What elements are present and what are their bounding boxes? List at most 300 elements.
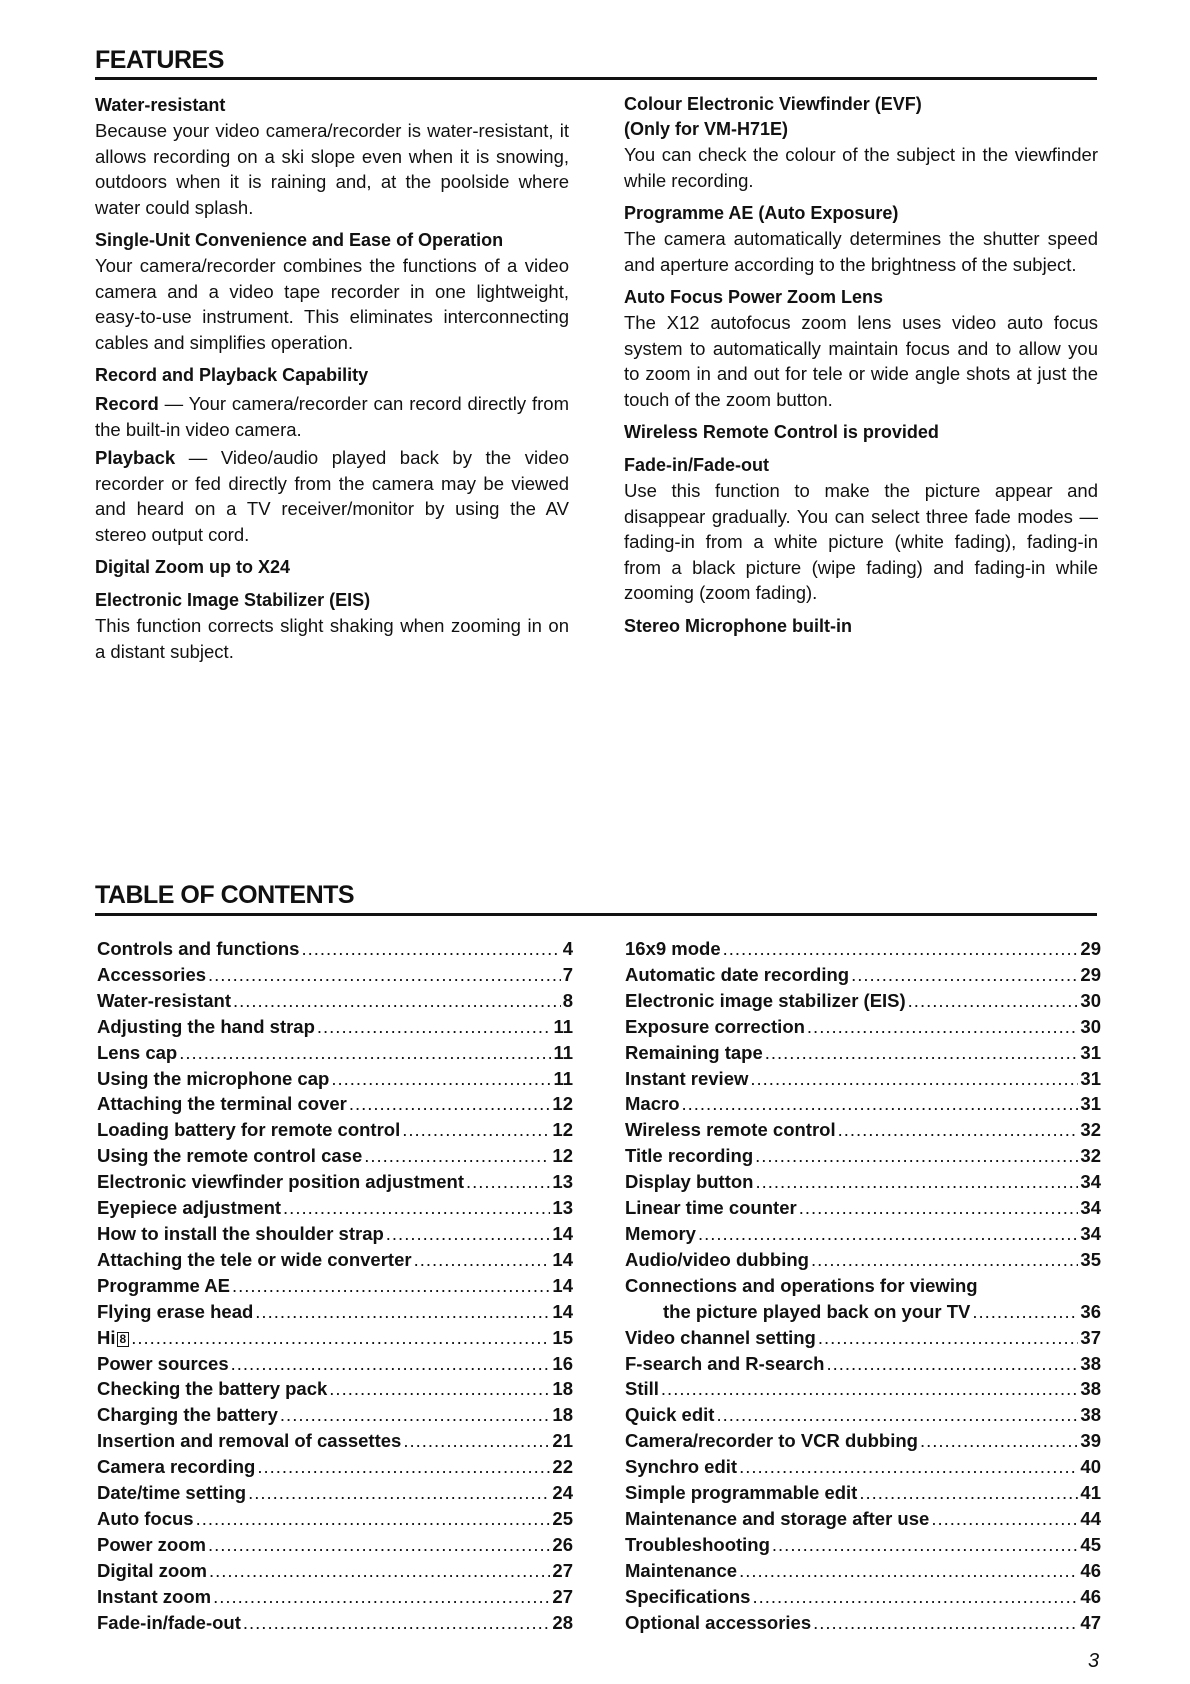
toc-entry-page: 45 xyxy=(1080,1533,1101,1555)
feature-paragraph xyxy=(624,142,1098,193)
dot-leader xyxy=(750,1066,1078,1092)
toc-entry[interactable] xyxy=(97,1040,573,1066)
toc-entry-label xyxy=(625,1247,809,1273)
toc-entry-text: Eyepiece adjustment xyxy=(97,1197,282,1219)
toc-entry-label xyxy=(97,936,299,962)
toc-entry[interactable] xyxy=(97,1247,573,1273)
toc-entry-label xyxy=(625,1532,770,1558)
toc-entry-text: Exposure correction xyxy=(625,1015,805,1037)
toc-entry-label xyxy=(97,1169,464,1195)
toc-entry-label xyxy=(97,1195,281,1221)
toc-entry-label xyxy=(625,1195,797,1221)
toc-entry-label xyxy=(97,962,206,988)
toc-entry-page: 12 xyxy=(552,1145,573,1167)
toc-entry-label xyxy=(625,1480,857,1506)
toc-entry-page: 40 xyxy=(1080,1456,1101,1478)
toc-entry-page: 14 xyxy=(552,1248,573,1270)
page-number: 3 xyxy=(1088,1650,1100,1672)
toc-entry[interactable] xyxy=(97,1221,573,1247)
toc-entry-page: 7 xyxy=(562,963,573,985)
dot-leader xyxy=(248,1480,550,1506)
hi8-logo-box: 8 xyxy=(117,1332,130,1347)
feature-paragraph xyxy=(95,613,569,664)
toc-entry-text: Water-resistant xyxy=(97,989,231,1011)
feature-text: You can check the colour of the subject in the viewfinder while recording. xyxy=(624,144,1098,191)
toc-entry-text: Instant review xyxy=(625,1067,749,1089)
toc-entry-page: 24 xyxy=(552,1482,573,1504)
toc-entry-label xyxy=(625,1117,836,1143)
feature-text: This function corrects slight shaking when zooming in on a distant subject. xyxy=(95,615,569,662)
dot-leader xyxy=(807,1014,1079,1040)
toc-entry-label xyxy=(97,1428,401,1454)
toc-title: TABLE OF CONTENTS xyxy=(95,881,355,909)
dot-leader xyxy=(233,988,561,1014)
toc-entry-page: 13 xyxy=(552,1171,573,1193)
toc-entry-page: 36 xyxy=(1080,1300,1101,1322)
toc-entry-text: Insertion and removal of cassettes xyxy=(97,1430,402,1452)
dot-leader xyxy=(402,1117,550,1143)
toc-entry[interactable] xyxy=(625,962,1101,988)
dot-leader xyxy=(716,1402,1078,1428)
toc-entry[interactable] xyxy=(625,1376,1101,1402)
toc-entry-text: Remaining tape xyxy=(625,1041,763,1063)
toc-entry-page: 11 xyxy=(553,1015,573,1037)
toc-entry-text: Attaching the terminal cover xyxy=(97,1093,347,1115)
toc-entry[interactable] xyxy=(625,1454,1101,1480)
toc-entry[interactable] xyxy=(625,1143,1101,1169)
features-title: FEATURES xyxy=(95,46,224,74)
toc-entry[interactable] xyxy=(97,1169,573,1195)
feature-text: Because your video camera/recorder is water-resistant, it allows recording on a ski slope even when it is snowing, outdoors when it is raining and, at the poolside where water could splash. xyxy=(95,120,569,218)
toc-entry-page: 14 xyxy=(552,1274,573,1296)
toc-entry-text: Troubleshooting xyxy=(625,1533,770,1555)
toc-entry-label xyxy=(625,1454,737,1480)
feature-text: Use this function to make the picture appear and disappear gradually. You can select three fade modes — fading-in from a white picture (white fading), fading-in from a black picture (wipe fading) and fading-in while zooming (zoom fading). xyxy=(624,480,1098,603)
toc-entry-page: 44 xyxy=(1080,1507,1101,1529)
toc-entry-page: 11 xyxy=(553,1067,573,1089)
dot-leader xyxy=(280,1402,551,1428)
toc-entry-page: 34 xyxy=(1080,1171,1101,1193)
feature-paragraph xyxy=(624,226,1098,277)
toc-entry-page: 13 xyxy=(552,1197,573,1219)
toc-entry-page: 35 xyxy=(1080,1248,1101,1270)
feature-heading: Auto Focus Power Zoom Lens xyxy=(624,287,884,307)
toc-entry[interactable] xyxy=(97,962,573,988)
dot-leader xyxy=(349,1091,551,1117)
toc-entry-label xyxy=(97,1454,255,1480)
toc-entry-page: 29 xyxy=(1080,963,1101,985)
toc-entry-page: 29 xyxy=(1080,938,1101,959)
toc-entry-text: Electronic image stabilizer (EIS) xyxy=(625,989,906,1011)
toc-entry-label xyxy=(97,1247,412,1273)
toc-entry[interactable] xyxy=(625,1610,1101,1636)
toc-entry-text: Charging the battery xyxy=(97,1404,278,1426)
dot-leader xyxy=(818,1325,1079,1351)
dot-leader xyxy=(414,1247,551,1273)
feature-heading: Stereo Microphone built-in xyxy=(624,615,852,636)
toc-entry-text: Automatic date recording xyxy=(625,963,850,985)
dot-leader xyxy=(196,1506,551,1532)
dot-leader xyxy=(908,988,1079,1014)
toc-entry-text: Maintenance xyxy=(625,1559,738,1581)
feature-text: Your camera/recorder combines the functions of a video camera and a video tape recorder in one lightweight, easy-to-use instrument. This eliminates interconnecting cables and simplifies operation. xyxy=(95,255,569,353)
toc-entry[interactable] xyxy=(97,1014,573,1040)
feature-heading: Record and Playback Capability xyxy=(95,365,369,385)
toc-entry-page: 27 xyxy=(552,1559,573,1581)
toc-entry-label xyxy=(625,1014,805,1040)
toc-entry-page: 26 xyxy=(552,1533,573,1555)
dot-leader xyxy=(755,1143,1078,1169)
dot-leader xyxy=(765,1040,1079,1066)
toc-entry-text: Electronic viewfinder position adjustment xyxy=(97,1171,464,1193)
toc-entry[interactable] xyxy=(625,1299,1101,1325)
toc-right-column xyxy=(625,936,1101,1635)
toc-entry-page: 37 xyxy=(1080,1326,1101,1348)
toc-entry-page: 15 xyxy=(552,1326,573,1348)
toc-entry-page: 38 xyxy=(1080,1378,1101,1400)
feature-heading: Electronic Image Stabilizer (EIS) xyxy=(95,590,371,610)
toc-entry-label xyxy=(97,1117,400,1143)
toc-entry-page: 12 xyxy=(552,1093,573,1115)
dot-leader xyxy=(213,1584,550,1610)
toc-entry-text: Hi xyxy=(97,1326,116,1348)
toc-entry-label xyxy=(97,1558,207,1584)
dot-leader xyxy=(859,1480,1078,1506)
toc-entry-text: Controls and functions xyxy=(97,938,300,959)
dot-leader xyxy=(661,1376,1079,1402)
toc-entry-label xyxy=(97,1014,315,1040)
toc-entry[interactable] xyxy=(625,1040,1101,1066)
toc-entry-page: 34 xyxy=(1080,1222,1101,1244)
toc-entry-label xyxy=(97,1351,229,1377)
toc-entry-text: Linear time counter xyxy=(625,1197,797,1219)
dot-leader xyxy=(386,1221,551,1247)
features-right-column xyxy=(624,92,1098,639)
dot-leader xyxy=(755,1169,1078,1195)
toc-entry-page: 18 xyxy=(552,1378,573,1400)
feature-text: — Video/audio played back by the video recorder or fed directly from the camera may be viewed and heard on a TV receiver/monitor by using the AV stereo output cord. xyxy=(95,447,569,545)
toc-entry-page: 11 xyxy=(553,1041,573,1063)
toc-entry-text: Macro xyxy=(625,1093,680,1115)
toc-entry-text: Audio/video dubbing xyxy=(625,1248,809,1270)
dot-leader xyxy=(255,1299,550,1325)
toc-entry-page: 39 xyxy=(1080,1430,1101,1452)
dot-leader xyxy=(364,1143,550,1169)
toc-entry[interactable] xyxy=(625,1117,1101,1143)
toc-entry-page: 14 xyxy=(552,1222,573,1244)
toc-entry-text: 16x9 mode xyxy=(625,938,721,959)
toc-entry-page: 27 xyxy=(552,1585,573,1607)
toc-entry-text: Attaching the tele or wide converter xyxy=(97,1248,412,1270)
toc-entry-text: Loading battery for remote control xyxy=(97,1119,401,1141)
toc-entry-text: Instant zoom xyxy=(97,1585,212,1607)
toc-entry-page: 22 xyxy=(552,1456,573,1478)
dot-leader xyxy=(723,936,1079,962)
toc-entry[interactable] xyxy=(97,1351,573,1377)
toc-entry-text: Fade-in/fade-out xyxy=(97,1611,241,1633)
feature-heading: Water-resistant xyxy=(95,95,226,115)
toc-left-column xyxy=(97,936,573,1635)
toc-entry-label xyxy=(625,1584,750,1610)
toc-entry[interactable] xyxy=(97,1584,573,1610)
toc-entry[interactable] xyxy=(625,1221,1101,1247)
toc-entry-page: 47 xyxy=(1080,1611,1101,1633)
toc-entry-label xyxy=(625,1402,714,1428)
toc-entry-text: Maintenance and storage after use xyxy=(625,1507,930,1529)
toc-entry-text: Date/time setting xyxy=(97,1482,247,1504)
toc-entry-text: Using the remote control case xyxy=(97,1145,363,1167)
toc-entry-label xyxy=(625,1040,763,1066)
toc-entry-label xyxy=(625,1273,978,1299)
toc-entry[interactable] xyxy=(97,1480,573,1506)
toc-entry[interactable] xyxy=(625,1480,1101,1506)
feature-text: The camera automatically determines the shutter speed and aperture according to the brightness of the subject. xyxy=(624,228,1098,275)
toc-entry[interactable] xyxy=(625,1506,1101,1532)
dot-leader xyxy=(331,1066,551,1092)
toc-entry-page: 46 xyxy=(1080,1559,1101,1581)
feature-paragraph xyxy=(624,310,1098,412)
dot-leader xyxy=(403,1428,550,1454)
toc-entry-page: 32 xyxy=(1080,1145,1101,1167)
toc-entry-text: the picture played back on your TV xyxy=(663,1300,971,1322)
feature-heading: Digital Zoom up to X24 xyxy=(95,557,291,577)
dot-leader xyxy=(329,1376,550,1402)
toc-entry-page: 28 xyxy=(552,1611,573,1633)
toc-entry-label xyxy=(97,1376,327,1402)
toc-entry-label xyxy=(625,1376,659,1402)
toc-entry-label xyxy=(97,1221,384,1247)
toc-entry-text: Accessories xyxy=(97,963,207,985)
toc-entry-label xyxy=(97,1091,347,1117)
toc-entry-text: Simple programmable edit xyxy=(625,1482,858,1504)
toc-entry-label xyxy=(625,1066,748,1092)
toc-entry-label xyxy=(97,1584,211,1610)
toc-entry-text: Power zoom xyxy=(97,1533,206,1555)
feature-heading: Programme AE (Auto Exposure) xyxy=(624,203,899,223)
dot-leader xyxy=(317,1014,552,1040)
toc-entry-label xyxy=(625,962,849,988)
toc-entry[interactable] xyxy=(97,1532,573,1558)
toc-entry[interactable] xyxy=(97,1402,573,1428)
toc-entry-label xyxy=(625,1221,696,1247)
feature-heading: Fade-in/Fade-out xyxy=(624,455,769,475)
toc-entry[interactable] xyxy=(97,1325,573,1351)
toc-entry[interactable] xyxy=(97,1428,573,1454)
toc-entry-text: Specifications xyxy=(625,1585,751,1607)
dot-leader xyxy=(208,962,561,988)
feature-paragraph xyxy=(95,445,569,547)
toc-entry[interactable] xyxy=(625,1558,1101,1584)
toc-entry-label xyxy=(97,1066,329,1092)
dot-leader xyxy=(772,1532,1079,1558)
dot-leader xyxy=(799,1195,1079,1221)
toc-entry-label xyxy=(625,1169,753,1195)
dot-leader xyxy=(698,1221,1078,1247)
toc-rule xyxy=(95,913,1097,916)
toc-entry-text: Connections and operations for viewing xyxy=(625,1274,978,1296)
toc-entry-page: 16 xyxy=(552,1352,573,1374)
dot-leader xyxy=(209,1558,550,1584)
dot-leader xyxy=(682,1091,1079,1117)
toc-entry-text: Wireless remote control xyxy=(625,1119,836,1141)
features-left-column xyxy=(95,93,569,664)
toc-entry-label xyxy=(625,988,906,1014)
toc-entry-label xyxy=(625,1351,824,1377)
toc-entry-label xyxy=(97,1480,246,1506)
toc-entry-text: Optional accessories xyxy=(625,1611,812,1633)
toc-entry-text: How to install the shoulder strap xyxy=(97,1222,384,1244)
toc-entry[interactable] xyxy=(625,1247,1101,1273)
toc-entry[interactable] xyxy=(625,1014,1101,1040)
toc-entry[interactable] xyxy=(97,1117,573,1143)
toc-entry-label xyxy=(625,1143,753,1169)
toc-entry-text: Camera recording xyxy=(97,1456,256,1478)
toc-entry-label xyxy=(97,1273,230,1299)
toc-entry-label xyxy=(97,1532,206,1558)
toc-entry-label xyxy=(97,1402,278,1428)
feature-paragraph xyxy=(95,118,569,220)
feature-heading: Wireless Remote Control is provided xyxy=(624,422,939,442)
dot-leader xyxy=(179,1040,551,1066)
toc-entry-text: Programme AE xyxy=(97,1274,230,1296)
toc-entry-text: Adjusting the hand strap xyxy=(97,1015,315,1037)
toc-entry-text: Synchro edit xyxy=(625,1456,738,1478)
toc-entry-page: 34 xyxy=(1080,1197,1101,1219)
dot-leader xyxy=(232,1273,550,1299)
dot-leader xyxy=(739,1454,1078,1480)
toc-entry[interactable] xyxy=(625,1351,1101,1377)
dot-leader xyxy=(811,1247,1078,1273)
toc-entry[interactable] xyxy=(97,1195,573,1221)
toc-entry[interactable] xyxy=(97,1376,573,1402)
toc-entry-page: 12 xyxy=(552,1119,573,1141)
toc-entry[interactable] xyxy=(625,1091,1101,1117)
feature-paragraph xyxy=(624,478,1098,606)
toc-entry[interactable] xyxy=(625,1273,1101,1299)
toc-entry-text: Flying erase head xyxy=(97,1300,254,1322)
feature-heading: Single-Unit Convenience and Ease of Operation xyxy=(95,230,504,250)
dot-leader xyxy=(466,1169,550,1195)
features-rule xyxy=(95,77,1097,80)
toc-entry-text: Lens cap xyxy=(97,1041,178,1063)
dot-leader xyxy=(739,1558,1078,1584)
toc-entry-text: Auto focus xyxy=(97,1507,194,1529)
toc-entry[interactable] xyxy=(97,1610,573,1636)
toc-entry[interactable] xyxy=(625,1584,1101,1610)
toc-entry[interactable] xyxy=(625,1428,1101,1454)
toc-entry[interactable] xyxy=(625,1402,1101,1428)
toc-entry-label xyxy=(625,1428,918,1454)
feature-paragraph xyxy=(95,253,569,355)
toc-entry-page: 31 xyxy=(1080,1041,1101,1063)
dot-leader xyxy=(243,1610,551,1636)
dot-leader xyxy=(231,1351,551,1377)
toc-entry-text: Quick edit xyxy=(625,1404,715,1426)
toc-entry-text: F-search and R-search xyxy=(625,1352,825,1374)
toc-entry-label xyxy=(97,1299,253,1325)
dot-leader xyxy=(838,1117,1079,1143)
dot-leader xyxy=(301,936,560,962)
toc-entry-label xyxy=(625,1558,737,1584)
toc-entry-text: Digital zoom xyxy=(97,1559,207,1581)
toc-entry-label xyxy=(625,1325,816,1351)
toc-entry[interactable] xyxy=(625,1169,1101,1195)
toc-entry-text: Display button xyxy=(625,1171,754,1193)
toc-entry-page: 14 xyxy=(552,1300,573,1322)
toc-entry-text: Still xyxy=(625,1378,659,1400)
toc-entry-label xyxy=(97,1506,194,1532)
dot-leader xyxy=(931,1506,1078,1532)
feature-heading-subtitle: (Only for VM-H71E) xyxy=(624,119,789,139)
toc-entry[interactable] xyxy=(625,1195,1101,1221)
dot-leader xyxy=(283,1195,550,1221)
toc-entry-label xyxy=(97,1610,241,1636)
toc-entry-page: 30 xyxy=(1080,989,1101,1011)
toc-entry-page: 30 xyxy=(1080,1015,1101,1037)
toc-entry-page: 38 xyxy=(1080,1404,1101,1426)
toc-entry-page: 21 xyxy=(552,1430,573,1452)
toc-entry[interactable] xyxy=(625,936,1101,962)
dot-leader xyxy=(752,1584,1078,1610)
toc-entry-page: 38 xyxy=(1080,1352,1101,1374)
toc-entry[interactable] xyxy=(97,1066,573,1092)
toc-entry-label xyxy=(97,988,231,1014)
toc-entry-page: 25 xyxy=(552,1507,573,1529)
toc-entry[interactable] xyxy=(97,1143,573,1169)
toc-entry[interactable] xyxy=(625,988,1101,1014)
toc-entry[interactable] xyxy=(97,1454,573,1480)
toc-entry-page: 8 xyxy=(562,989,573,1011)
toc-entry[interactable] xyxy=(97,1506,573,1532)
toc-entry[interactable] xyxy=(625,1532,1101,1558)
feature-heading: Colour Electronic Viewfinder (EVF) xyxy=(624,94,922,114)
toc-entry-text: Power sources xyxy=(97,1352,229,1374)
toc-entry[interactable] xyxy=(97,988,573,1014)
toc-entry-label xyxy=(625,1506,929,1532)
toc-entry-page: 32 xyxy=(1080,1119,1101,1141)
toc-entry-page: 41 xyxy=(1080,1482,1101,1504)
toc-entry-page: 46 xyxy=(1080,1585,1101,1607)
toc-entry-text: Checking the battery pack xyxy=(97,1378,328,1400)
dot-leader xyxy=(208,1532,550,1558)
toc-entry[interactable] xyxy=(625,1066,1101,1092)
dot-leader xyxy=(851,962,1078,988)
toc-entry-label xyxy=(625,936,721,962)
dot-leader xyxy=(813,1610,1078,1636)
toc-entry-page: 31 xyxy=(1080,1067,1101,1089)
dot-leader xyxy=(131,1325,550,1351)
toc-entry-page: 4 xyxy=(562,938,573,959)
toc-entry-text: Using the microphone cap xyxy=(97,1067,330,1089)
toc-entry[interactable] xyxy=(97,1091,573,1117)
toc-entry-text: Camera/recorder to VCR dubbing xyxy=(625,1430,918,1452)
toc-entry[interactable] xyxy=(97,1273,573,1299)
toc-entry-label xyxy=(625,1610,811,1636)
toc-entry-text: Title recording xyxy=(625,1145,754,1167)
toc-entry-label xyxy=(97,1143,362,1169)
feature-lead: Playback xyxy=(95,447,176,468)
dot-leader xyxy=(920,1428,1078,1454)
toc-entry-text: Video channel setting xyxy=(625,1326,816,1348)
toc-entry[interactable] xyxy=(97,1299,573,1325)
toc-entry[interactable] xyxy=(625,1325,1101,1351)
toc-entry[interactable] xyxy=(97,1558,573,1584)
toc-entry-label xyxy=(97,1325,129,1351)
toc-entry-page: 31 xyxy=(1080,1093,1101,1115)
toc-entry-label xyxy=(97,1040,177,1066)
toc-entry[interactable] xyxy=(97,936,573,962)
feature-text: The X12 autofocus zoom lens uses video auto focus system to automatically maintain focus and to allow you to zoom in and out for tele or wide angle shots at just the touch of the zoom button. xyxy=(624,312,1098,410)
